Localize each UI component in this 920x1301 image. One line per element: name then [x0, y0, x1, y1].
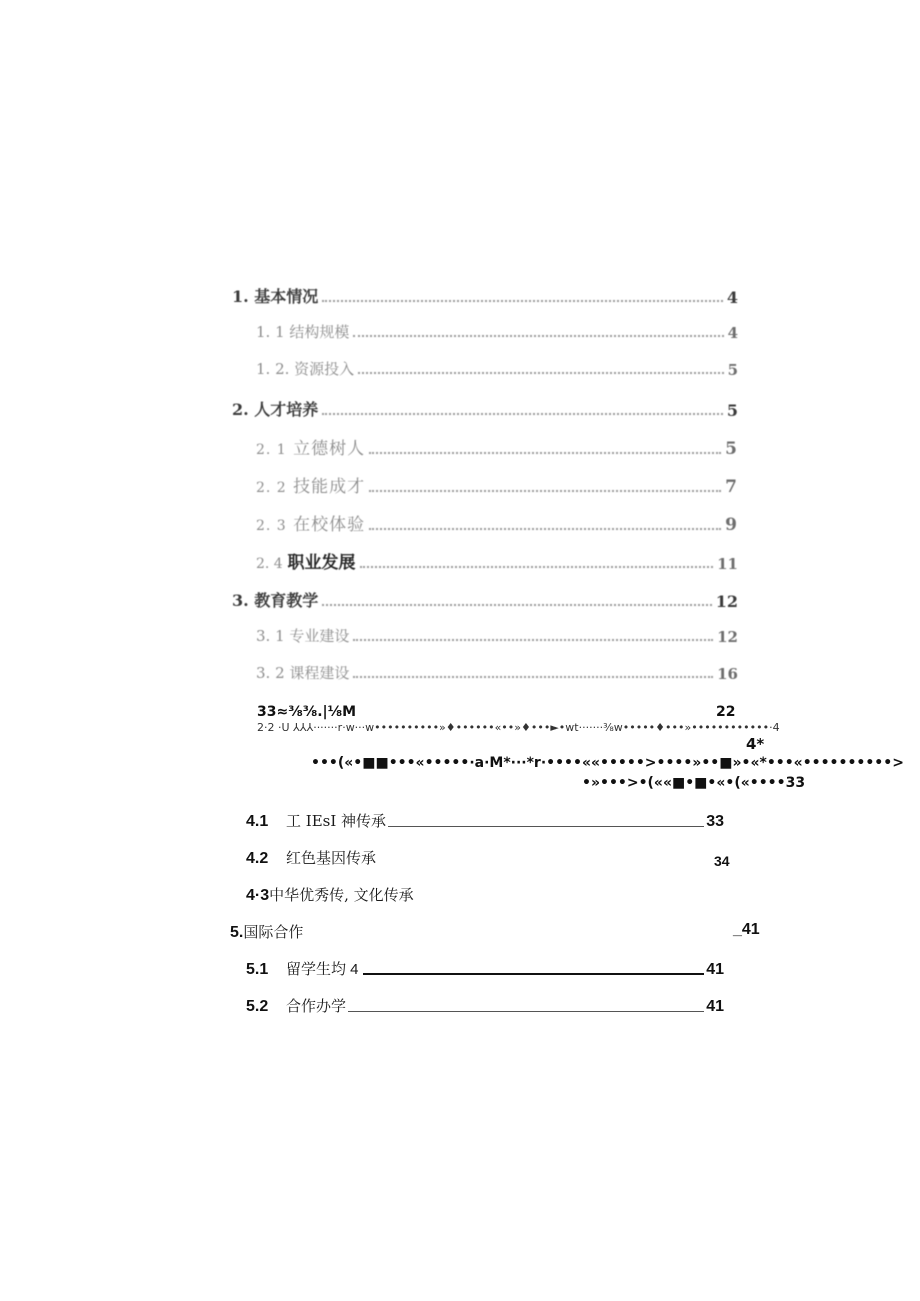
garbled-line-5: •»•••>•(««■•■•«•(«••••33: [582, 775, 806, 791]
toc-label: 职业发展: [287, 553, 356, 573]
leader-line: [388, 826, 704, 827]
toc-entry-5-2[interactable]: [246, 995, 724, 1016]
toc-entry-2-4[interactable]: [256, 548, 738, 573]
toc-number: 2. 2: [256, 480, 287, 496]
toc-title: 3. 2 课程建设: [256, 664, 350, 682]
toc-page: 5: [727, 361, 738, 379]
toc-entry-3[interactable]: [232, 588, 738, 611]
toc-entry-3-2[interactable]: [256, 662, 738, 683]
toc-number: 4.2: [246, 850, 269, 867]
toc-page: 4: [727, 324, 738, 342]
toc-page: 4: [726, 288, 738, 307]
toc-title: 1. 基本情况: [232, 287, 319, 306]
dot-leader: [360, 566, 714, 568]
toc-entry-5[interactable]: [230, 921, 303, 942]
dot-leader: [322, 604, 711, 606]
toc-page: 5: [726, 401, 738, 420]
leader-line: [363, 973, 705, 975]
toc-title: [256, 510, 365, 535]
toc-entry-1-1[interactable]: [256, 321, 738, 342]
toc-label: 技能成才: [293, 477, 366, 497]
toc-label-text: 留学生均 4: [286, 961, 359, 978]
dot-leader: [353, 639, 713, 641]
toc-page: _41: [733, 921, 760, 938]
dot-leader: [353, 335, 723, 337]
toc-label: 工 IEsI 神传承: [286, 812, 387, 830]
toc-number: 2. 3: [256, 518, 287, 534]
garbled-line-1-left: 33≈⅜⅜.|⅛M: [257, 704, 357, 720]
toc-entry-2-3[interactable]: [256, 510, 738, 535]
toc-entry-4-1[interactable]: [246, 810, 724, 831]
toc-label: 红色基因传承: [286, 849, 377, 867]
toc-title: 2. 人才培养: [232, 400, 319, 419]
toc-label: [286, 958, 359, 979]
toc-page: 34: [714, 853, 730, 869]
toc-number: 2. 1: [256, 442, 287, 458]
toc-page: 12: [717, 628, 738, 646]
toc-entry-2-2[interactable]: [256, 472, 738, 497]
dot-leader: [322, 300, 723, 302]
toc-title: [256, 472, 365, 497]
dot-leader: [369, 528, 721, 530]
toc-page: 11: [717, 555, 738, 573]
toc-page: 41: [706, 998, 724, 1015]
toc-number: 2. 4: [256, 556, 283, 572]
toc-label: 在校体验: [293, 515, 366, 535]
toc-number: 5.1: [246, 961, 269, 978]
toc-title: 1. 2. 资源投入: [256, 360, 355, 378]
toc-entry-2[interactable]: [232, 397, 738, 420]
toc-entry-5-1[interactable]: [246, 958, 724, 979]
toc-entry-1-2[interactable]: [256, 358, 738, 379]
leader-line: [348, 1011, 704, 1012]
garbled-line-4: •••(«•■■•••«•••••·a·M*···*r·••••««•••••>••••»••■»•«*•••«••••••••••>: [311, 755, 904, 771]
toc-page: 33: [706, 813, 724, 830]
garbled-line-3: 4*: [746, 735, 765, 753]
toc-page: 16: [717, 665, 738, 683]
toc-number: 4·3: [246, 887, 270, 904]
toc-page-4-2: [714, 853, 730, 869]
dot-leader: [353, 676, 713, 678]
dot-leader: [358, 372, 723, 374]
toc-entry-2-1[interactable]: [256, 434, 738, 459]
toc-title: 3. 教育教学: [232, 591, 319, 610]
toc-entry-3-1[interactable]: [256, 625, 738, 646]
toc-title: 1. 1 结构规模: [256, 323, 350, 341]
toc-label: 合作办学: [286, 997, 347, 1015]
toc-page: 5: [725, 439, 738, 459]
toc-number: 5.: [230, 924, 244, 941]
toc-entry-4-2[interactable]: [246, 847, 546, 868]
toc-page: 9: [725, 515, 738, 535]
toc-page: 7: [725, 477, 738, 497]
toc-title: [256, 434, 365, 459]
toc-title: 3. 1 专业建设: [256, 627, 350, 645]
toc-page-5: [733, 921, 760, 939]
dot-leader: [369, 490, 721, 492]
garbled-line-2: 2·2 ·U ⅄⅄⅄·······r·w···w••••••••••»♦••••••«••»♦•••►•wt·······⅜w•••••♦•••»••••••••••••·4: [257, 721, 780, 734]
toc-number: 5.2: [246, 998, 269, 1015]
toc-entry-4-3[interactable]: [246, 884, 414, 905]
toc-label: 中华优秀传, 文化传承: [269, 886, 414, 904]
dot-leader: [322, 413, 723, 415]
toc-label: 立德树人: [293, 439, 366, 459]
toc-title: [256, 548, 356, 573]
toc-page: 12: [715, 592, 738, 611]
dot-leader: [369, 452, 721, 454]
garbled-line-1-right: 22: [716, 704, 736, 720]
toc-label: 国际合作: [243, 923, 304, 941]
toc-number: 4.1: [246, 813, 269, 830]
toc-entry-1[interactable]: [232, 284, 738, 307]
toc-page: 41: [706, 961, 724, 978]
